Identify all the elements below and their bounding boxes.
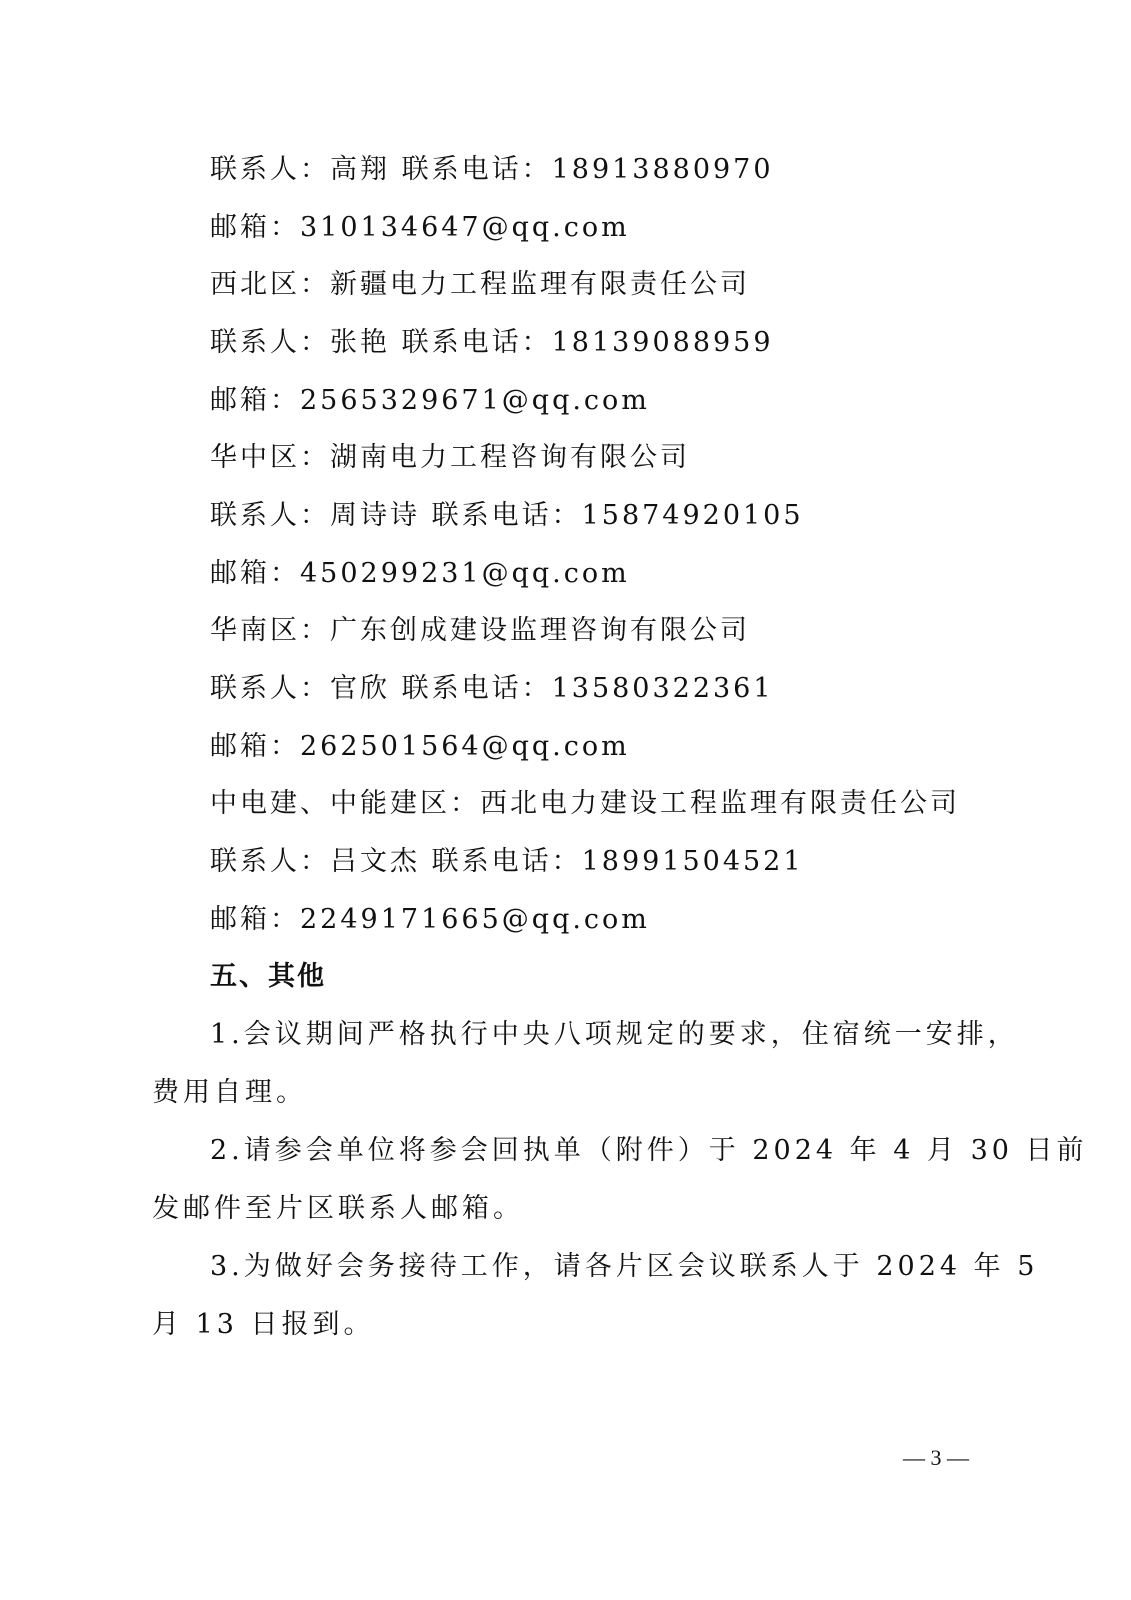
- region-line: 中电建、中能建区：西北电力建设工程监理有限责任公司: [210, 788, 960, 819]
- section-heading: 五、其他: [210, 961, 326, 992]
- item-2-line-2: 发邮件至片区联系人邮箱。: [152, 1193, 524, 1224]
- contact-line: 联系人：周诗诗 联系电话：15874920105: [210, 500, 804, 531]
- region-line: 华南区：广东创成建设监理咨询有限公司: [210, 615, 750, 646]
- item-1-line-1: 1.会议期间严格执行中央八项规定的要求，住宿统一安排，: [210, 1019, 1019, 1050]
- item-3-line-2: 月 13 日报到。: [152, 1309, 375, 1340]
- email-line: 邮箱：262501564@qq.com: [210, 731, 630, 762]
- contact-line: 联系人：高翔 联系电话：18913880970: [210, 154, 774, 185]
- region-line: 华中区：湖南电力工程咨询有限公司: [210, 442, 690, 473]
- email-line: 邮箱：450299231@qq.com: [210, 558, 630, 589]
- contact-line: 联系人：官欣 联系电话：13580322361: [210, 673, 774, 704]
- email-line: 邮箱：2249171665@qq.com: [210, 904, 650, 935]
- contact-line: 联系人：吕文杰 联系电话：18991504521: [210, 846, 804, 877]
- contact-line: 联系人：张艳 联系电话：18139088959: [210, 327, 774, 358]
- page-number: — 3 —: [903, 1445, 969, 1470]
- region-line: 西北区：新疆电力工程监理有限责任公司: [210, 269, 750, 300]
- email-line: 邮箱：310134647@qq.com: [210, 212, 630, 243]
- item-3-line-1: 3.为做好会务接待工作，请各片区会议联系人于 2024 年 5: [210, 1251, 1039, 1282]
- email-line: 邮箱：2565329671@qq.com: [210, 385, 650, 416]
- item-2-line-1: 2.请参会单位将参会回执单（附件）于 2024 年 4 月 30 日前: [210, 1135, 1088, 1166]
- item-1-line-2: 费用自理。: [152, 1077, 307, 1108]
